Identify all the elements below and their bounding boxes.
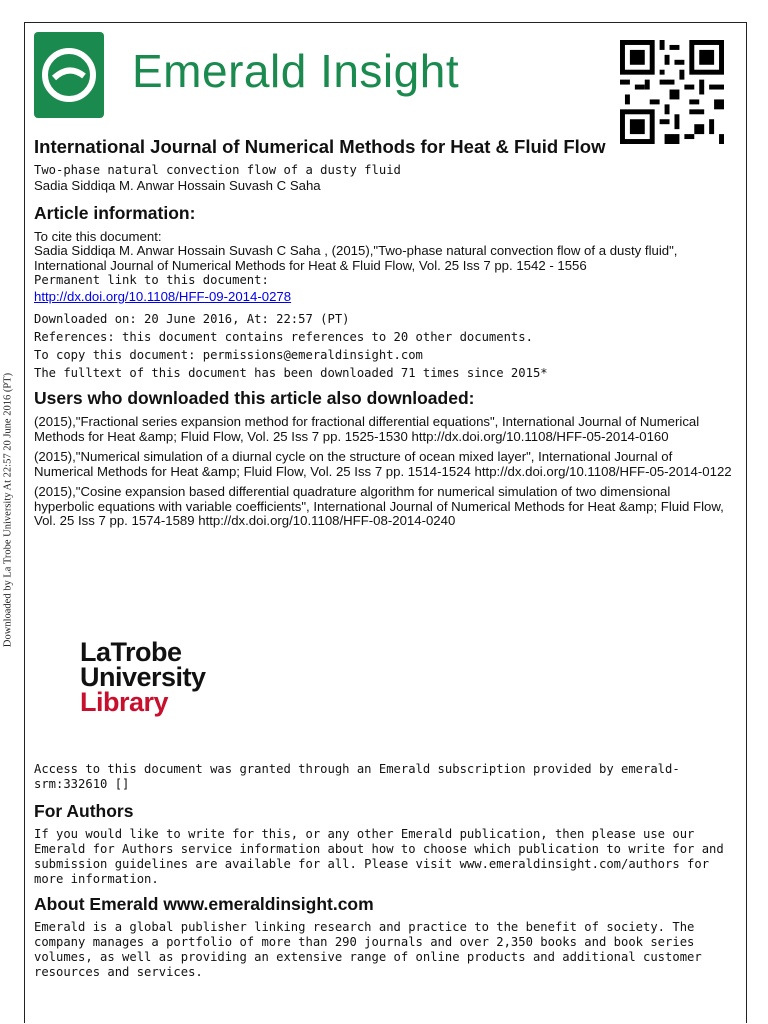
for-authors-text: If you would like to write for this, or any other Emerald publication, then please use our Emerald for Authors service information about how to choose which publication to write for and submission guidelines are available for all. Please visit www.emeraldinsight.com/authors for more information.	[34, 827, 724, 886]
references-info: References: this document contains references to 20 other documents.	[34, 330, 533, 344]
journal-title: International Journal of Numerical Methods for Heat & Fluid Flow	[34, 136, 606, 157]
library-logo-line3: Library	[80, 687, 169, 717]
download-stamp-text: Downloaded by La Trobe University At 22:57 20 June 2016 (PT)	[2, 372, 14, 648]
qr-code-icon	[620, 40, 724, 144]
header	[34, 30, 734, 130]
copy-info: To copy this document: permissions@emeraldinsight.com	[34, 348, 423, 362]
brand-name: Emerald Insight	[132, 45, 460, 97]
also-downloaded-item: (2015),"Fractional series expansion method for fractional differential equations", International Journal of Numerical Methods for Heat &amp; Fluid Flow, Vol. 25 Iss 7 pp. 1525-1530 http://dx.doi.org/10.1108/HFF-05-2014-0160	[34, 414, 700, 444]
for-authors-heading: For Authors	[34, 801, 134, 821]
library-logo-line2: University	[80, 662, 206, 692]
about-text: Emerald is a global publisher linking research and practice to the benefit of society. The company manages a portfolio of more than 290 journals and over 2,350 books and book series volumes, as well as providing an extensive range of online products and additional customer resources and services.	[34, 920, 702, 979]
library-logo-line1: LaTrobe	[80, 637, 182, 667]
fulltext-info: The fulltext of this document has been downloaded 71 times since 2015*	[34, 366, 548, 380]
article-info-heading: Article information:	[34, 202, 196, 223]
access-note: Access to this document was granted through an Emerald subscription provided by emerald-srm:332610 []	[34, 762, 680, 791]
downloaded-on: Downloaded on: 20 June 2016, At: 22:57 (PT)	[34, 312, 350, 326]
footer-info	[34, 762, 734, 980]
latrobe-library-logo	[80, 637, 260, 740]
article-authors: Sadia Siddiqa M. Anwar Hossain Suvash C Saha	[34, 178, 321, 193]
about-heading: About Emerald www.emeraldinsight.com	[34, 894, 374, 914]
cite-label: To cite this document:	[34, 228, 162, 244]
also-downloaded-item: (2015),"Cosine expansion based differential quadrature algorithm for numerical simulation of two dimensional hyperbolic equations with variable coefficients", International Journal of Numerical Methods for Heat &amp; Fluid Flow, Vol. 25 Iss 7 pp. 1574-1589 http://dx.doi.org/10.1108/HFF-08-2014-0240	[34, 484, 724, 528]
permanent-link[interactable]: http://dx.doi.org/10.1108/HFF-09-2014-0278	[34, 289, 292, 304]
also-downloaded-heading: Users who downloaded this article also downloaded:	[34, 388, 475, 408]
article-title: Two-phase natural convection flow of a dusty fluid	[34, 163, 401, 177]
emerald-logo-icon	[34, 32, 104, 118]
article-info-page	[34, 136, 734, 529]
also-downloaded-item: (2015),"Numerical simulation of a diurnal cycle on the structure of ocean mixed layer", International Journal of Numerical Methods for Heat &amp; Fluid Flow, Vol. 25 Iss 7 pp. 1514-1524 http://dx.doi.org/10.1108/HFF-05-2014-0122	[34, 449, 732, 479]
download-stamp	[1, 350, 15, 670]
citation: Sadia Siddiqa M. Anwar Hossain Suvash C Saha , (2015),"Two-phase natural convection flow of a dusty fluid", International Journal of Numerical Methods for Heat & Fluid Flow, Vol. 25 Iss 7 pp. 1542 - 1556	[34, 243, 678, 273]
permanent-link-label: Permanent link to this document:	[34, 273, 269, 287]
